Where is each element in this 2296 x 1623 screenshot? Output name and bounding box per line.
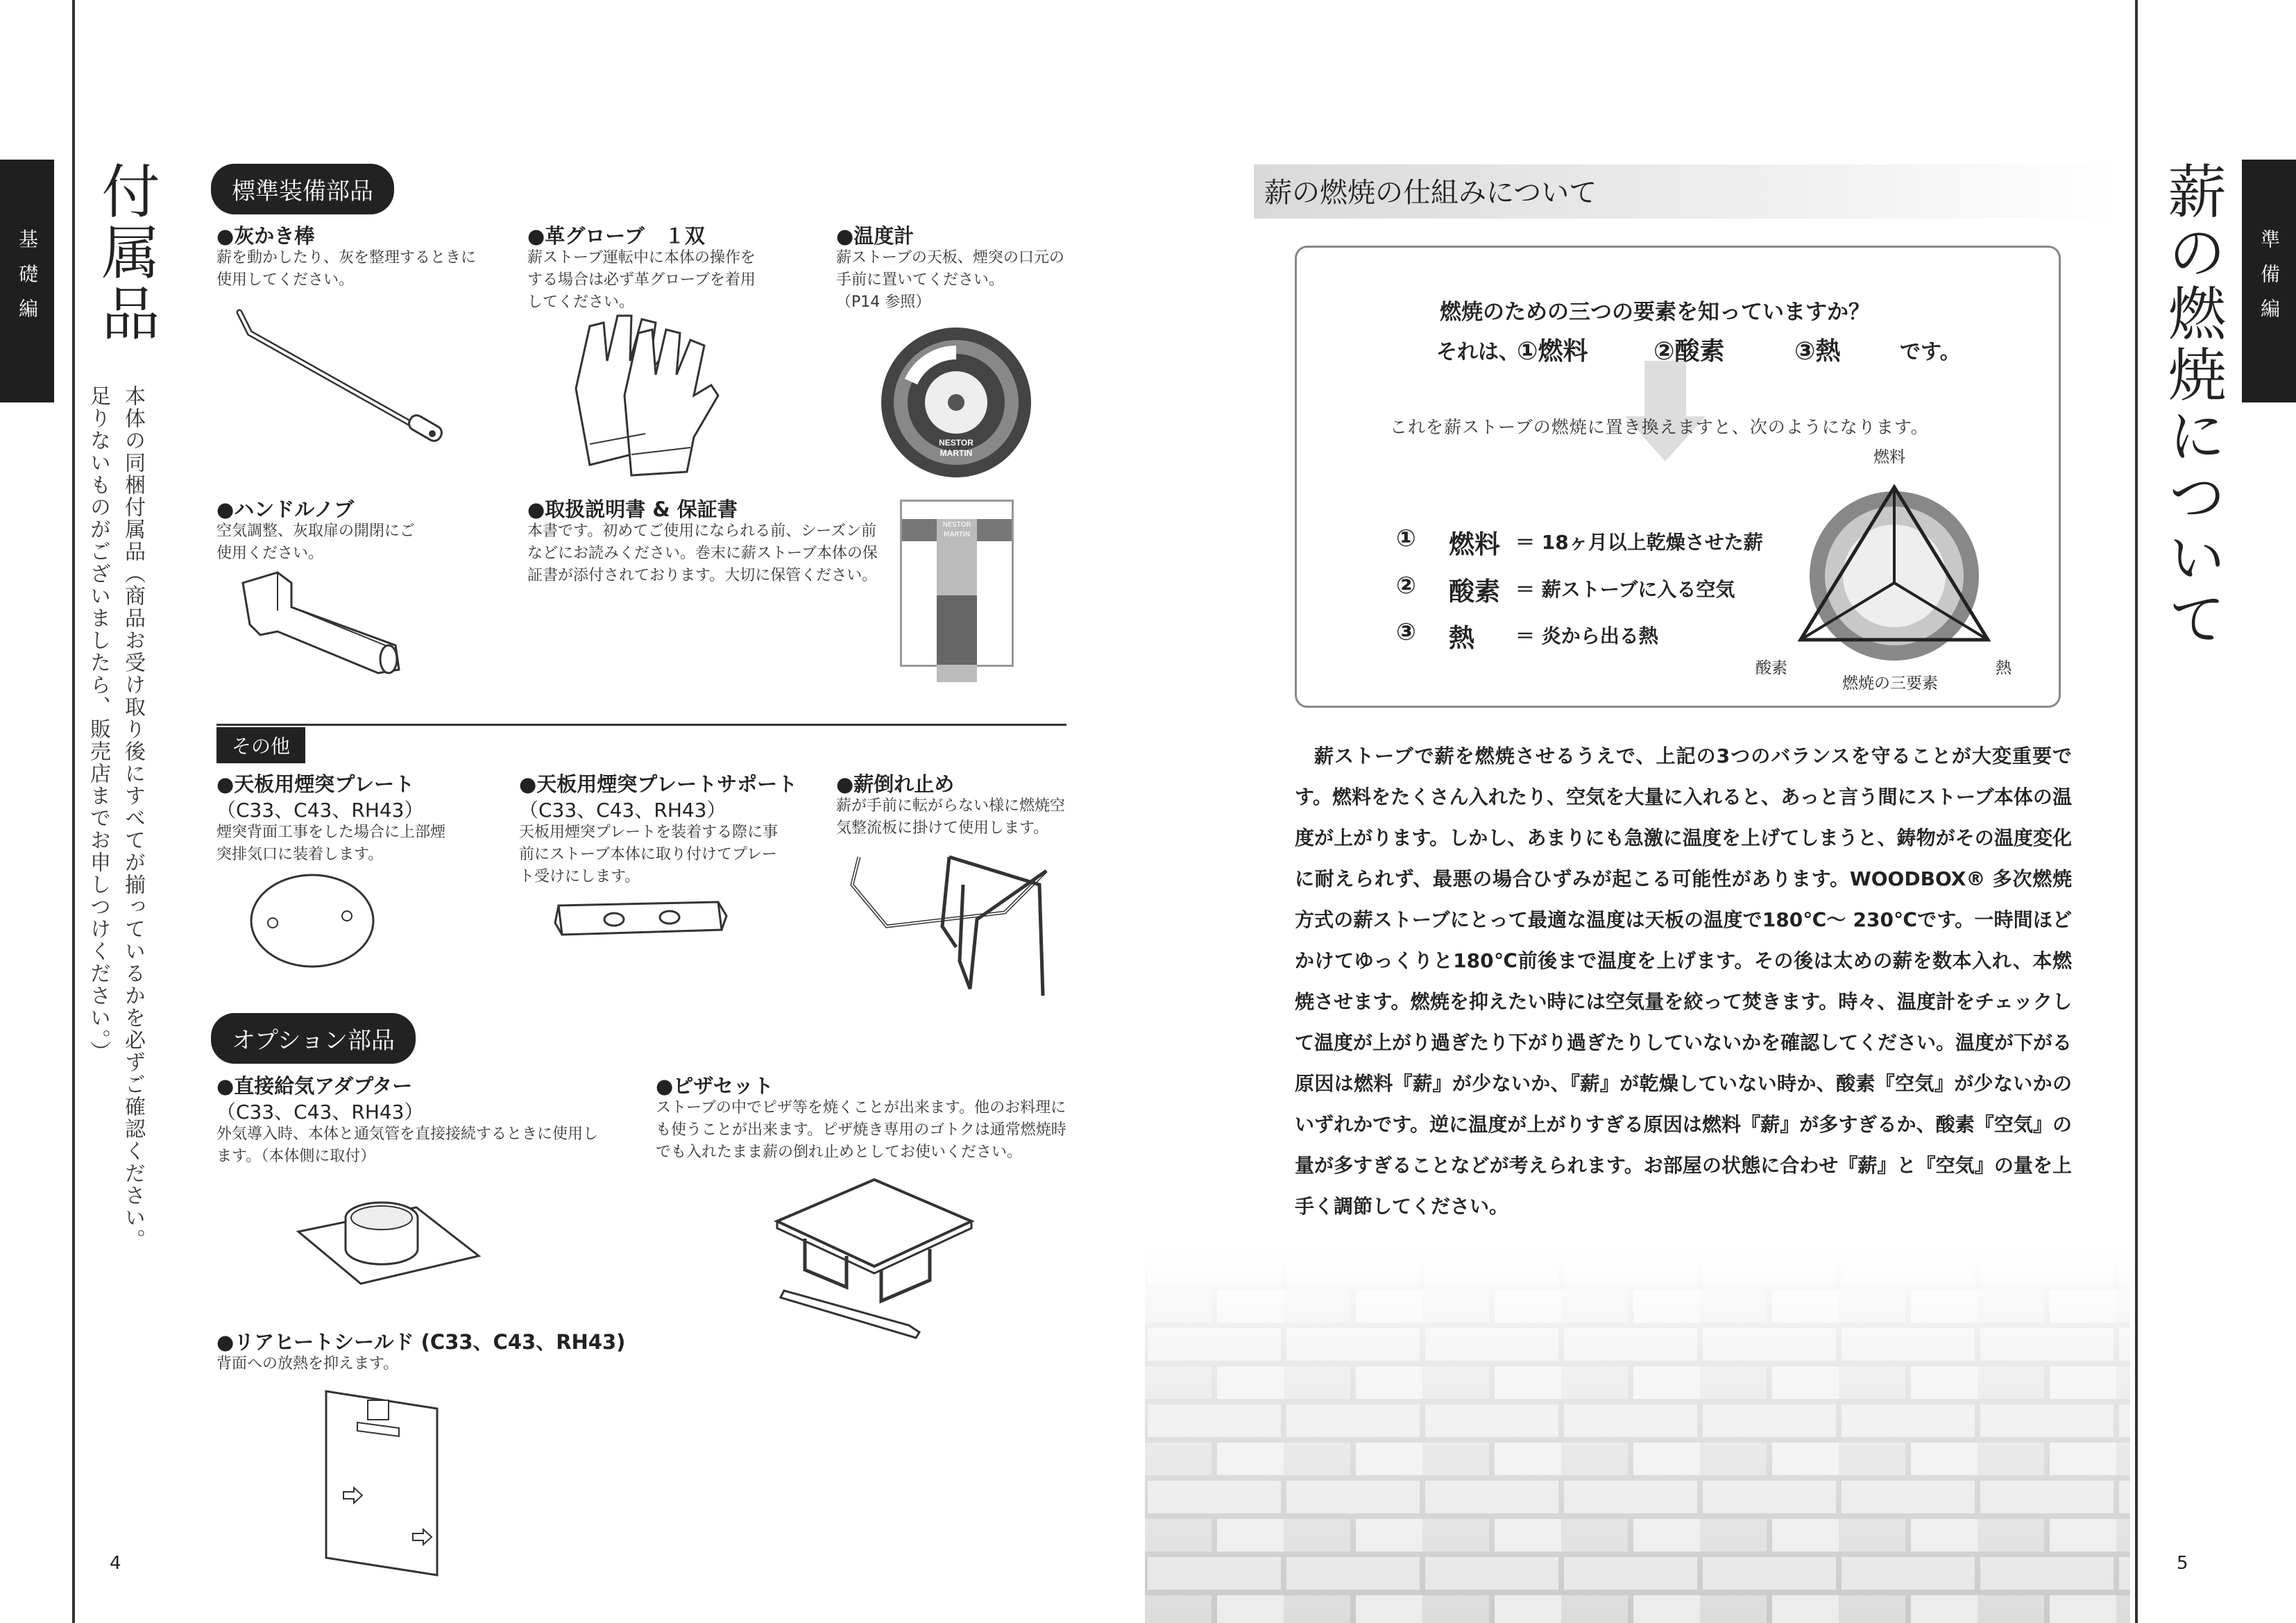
top-plate-title: ●天板用煙突プレート [216, 772, 415, 796]
section-option-parts: オプション部品 [211, 1013, 416, 1064]
svg-text:MARTIN: MARTIN [939, 448, 973, 458]
diagram-label-heat: 熱 [1996, 659, 2012, 677]
row-1-value: ＝ 18ヶ月以上乾燥させた薪 [1515, 531, 1763, 554]
row-3-key: 熱 [1449, 623, 1474, 653]
adapter-desc: 外気導入時、本体と通気管を直接接続するときに使用します。（本体側に取付） [216, 1125, 599, 1165]
pizza-desc: ストーブの中でピザ等を焼くことが出来ます。他のお料理にも使うことが出来ます。ピザ焼き専用のゴトクは通常燃焼時でも入れたまま薪の倒れ止めとしてお使いください。 [656, 1099, 1066, 1161]
top-plate-models: （C33、C43、RH43） [216, 799, 424, 822]
box-lead: これを薪ストーブの燃焼に置き換えますと、次のようになります。 [1390, 417, 1929, 437]
ash-rake-illustration [229, 305, 458, 451]
answer-heat: ③熱 [1794, 337, 1841, 366]
row-2-value: ＝ 薪ストーブに入る空気 [1515, 578, 1735, 601]
row-1-key: 燃料 [1449, 529, 1500, 559]
handle-knob-illustration [229, 569, 416, 680]
left-side-tab: 基礎編 [0, 160, 54, 402]
rear-shield-desc: 背面への放熱を抑えます。 [216, 1355, 399, 1373]
diagram-label-three-elements: 燃焼の三要素 [1842, 674, 1938, 692]
ash-rake-title: ●灰かき棒 [216, 224, 315, 248]
box-answer-suffix: です。 [1900, 340, 1961, 364]
pizza-title: ●ピザセット [656, 1074, 774, 1098]
thermometer-illustration [880, 326, 1032, 479]
row-3-num: ③ [1396, 618, 1416, 646]
rear-heat-shield-illustration [319, 1388, 444, 1582]
fire-triangle-diagram [1776, 479, 2012, 680]
manual-desc: 本書です。初めてご使用になられる前、シーズン前などにお読みください。巻末に薪ストーブ本体の保証書が添付されております。大切に保管ください。 [527, 522, 878, 584]
intro-line-2: 足りないものがございましたら、販売店までお申しつけください。） [86, 385, 110, 1063]
row-1-num: ① [1396, 525, 1416, 552]
left-page-border [72, 0, 75, 1623]
top-plate-illustration [246, 871, 378, 971]
left-page-number: 4 [110, 1553, 121, 1574]
section-standard-parts: 標準装備部品 [211, 164, 394, 214]
thermometer-ref: （P14 参照） [836, 294, 931, 311]
manual-illustration [900, 500, 1014, 667]
thermometer-title: ●温度計 [836, 224, 915, 248]
top-plate-desc: 煙突背面工事をした場合に上部煙突排気口に装着します。 [216, 824, 446, 863]
manual-title: ●取扱説明書 & 保証書 [527, 498, 738, 521]
handle-desc: 空気調整、灰取扉の開閉にご使用ください。 [216, 522, 416, 562]
section-header-title: 薪の燃焼の仕組みについて [1264, 177, 1597, 209]
body-paragraph: 薪ストーブで薪を燃焼させるうえで、上記の3つのバランスを守ることが大変重要です。燃料をたくさん入れたり、空気を大量に入れると、あっと言う間にストーブ本体の温度が上がります。しかし、あまりにも急激に温度を上げてしまうと、鋳物がその温度変化に耐えられず、最悪の場合ひずみが起こる可能性があります。WOODBOX® 多次燃焼方式の薪ストーブにとって最適な温度は天板の温度で180℃～ 230℃です。一時間ほどかけてゆっくりと180℃前後まで温度を上げます。その後は太めの薪を数本入れ、本燃焼させます。燃焼を抑えたい時には空気量を絞って焚きます。時々、温度計をチェックして温度が上がり過ぎたり下がり過ぎたりしていないかを確認してください。温度が下がる原因は燃料『薪』が少ないか、『薪』が乾燥していない時か、酸素『空気』が少ないかのいずれかです。逆に温度が上がりすぎる原因は燃料『薪』が多すぎるか、酸素『空気』の量が多すぎることなどが考えられます。お部屋の状態に合わせ『薪』と『空気』の量を上手く調節してください。 [1295, 745, 2073, 1218]
log-stop-title: ●薪倒れ止め [836, 772, 955, 796]
diagram-label-fuel: 燃料 [1873, 448, 1905, 466]
right-page-title: 薪の燃焼について [2159, 161, 2227, 649]
right-side-tab: 準備編 [2242, 160, 2296, 402]
row-2-num: ② [1396, 572, 1416, 600]
left-page-title: 付属品 [92, 161, 160, 344]
section-other-rule [216, 724, 1066, 726]
right-page-border [2135, 0, 2138, 1623]
plate-support-desc: 天板用煙突プレートを装着する際に事前にストーブ本体に取り付けてプレート受けにします。 [519, 824, 779, 885]
plate-support-models: （C33、C43、RH43） [519, 799, 726, 822]
section-other: その他 [216, 727, 305, 763]
row-3-value: ＝ 炎から出る熱 [1515, 624, 1658, 647]
glove-illustration [548, 305, 729, 479]
adapter-models: （C33、C43、RH43） [216, 1101, 424, 1123]
manual-brand: NESTOR MARTIN [942, 521, 971, 538]
glove-title: ●革グローブ １双 [527, 224, 705, 248]
log-stop-desc: 薪が手前に転がらない様に燃焼空気整流板に掛けて使用します。 [836, 797, 1066, 837]
down-arrow-icon [1624, 361, 1707, 465]
handle-title: ●ハンドルノブ [216, 498, 355, 521]
thermometer-desc: 薪ストーブの天板、煙突の口元の手前に置いてください。 [836, 249, 1064, 289]
plate-support-illustration [552, 892, 732, 947]
diagram-label-oxygen: 酸素 [1755, 659, 1787, 677]
right-page-number: 5 [2177, 1553, 2188, 1574]
adapter-illustration [291, 1180, 486, 1294]
box-answer-prefix: それは、 [1436, 340, 1520, 364]
answer-oxygen: ②酸素 [1653, 337, 1725, 366]
rear-shield-title: ●リアヒートシールド (C33、C43、RH43) [216, 1330, 626, 1354]
log-stop-illustration [845, 843, 1053, 1003]
ash-rake-desc: 薪を動かしたり、灰を整理するときに使用してください。 [216, 249, 477, 289]
box-question: 燃焼のための三つの要素を知っていますか？ [1440, 300, 1870, 325]
adapter-title: ●直接給気アダプター [216, 1074, 413, 1098]
svg-text:NESTOR: NESTOR [939, 438, 973, 448]
intro-line-1: 本体の同梱付属品（商品お受け取り後にすべてが揃っているかを必ずご確認ください。 [121, 385, 145, 1251]
plate-support-title: ●天板用煙突プレートサポート [519, 772, 798, 796]
glove-desc: 薪ストーブ運転中に本体の操作をする場合は必ず革グローブを着用してください。 [527, 249, 756, 311]
pizza-set-illustration [770, 1173, 978, 1339]
answer-fuel: ①燃料 [1517, 337, 1588, 366]
brick-wall-background [1145, 1249, 2130, 1623]
row-2-key: 酸素 [1449, 577, 1500, 606]
